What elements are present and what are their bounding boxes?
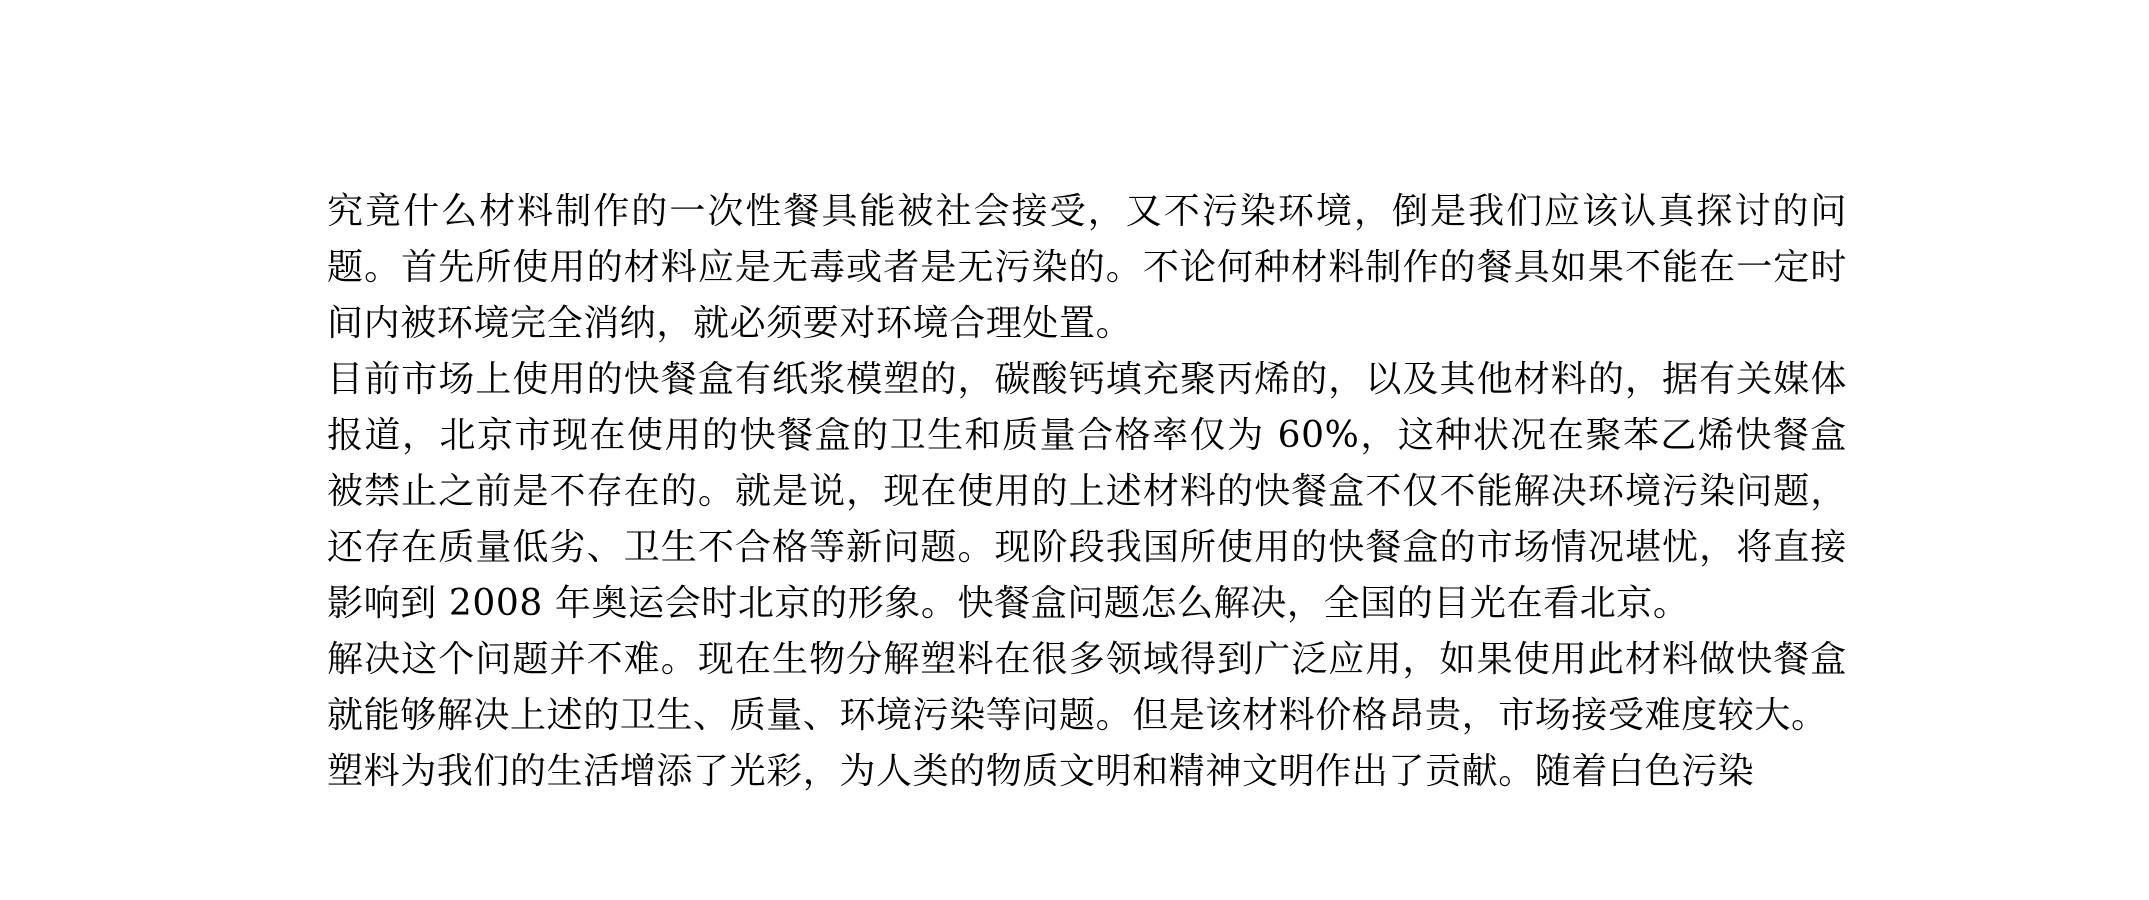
paragraph: 究竟什么材料制作的一次性餐具能被社会接受，又不污染环境，倒是我们应该认真探讨的问题。首先所使用的材料应是无毒或者是无污染的。不论何种材料制作的餐具如果不能在一定时间内被环境完全消纳，就必须要对环境合理处置。 [327,191,1847,344]
paragraph: 目前市场上使用的快餐盒有纸浆模塑的，碳酸钙填充聚丙烯的，以及其他材料的，据有关媒体报道，北京市现在使用的快餐盒的卫生和质量合格率仅为 60%，这种状况在聚苯乙烯快餐盒被禁止之前是不存在的。就是说，现在使用的上述材料的快餐盒不仅不能解决环境污染问题，还存在质量低劣、卫生不合格等新问题。现阶段我国所使用的快餐盒的市场情况堪忧，将直接影响到 2008 年奥运会时北京的形象。快餐盒问题怎么解决，全国的目光在看北京。 [327,359,1847,624]
paragraph: 塑料为我们的生活增添了光彩，为人类的物质文明和精神文明作出了贡献。随着白色污染 [327,751,1755,792]
paragraph: 解决这个问题并不难。现在生物分解塑料在很多领域得到广泛应用，如果使用此材料做快餐盒就能够解决上述的卫生、质量、环境污染等问题。但是该材料价格昂贵，市场接受难度较大。 [327,639,1847,736]
document-body [327,184,1847,800]
